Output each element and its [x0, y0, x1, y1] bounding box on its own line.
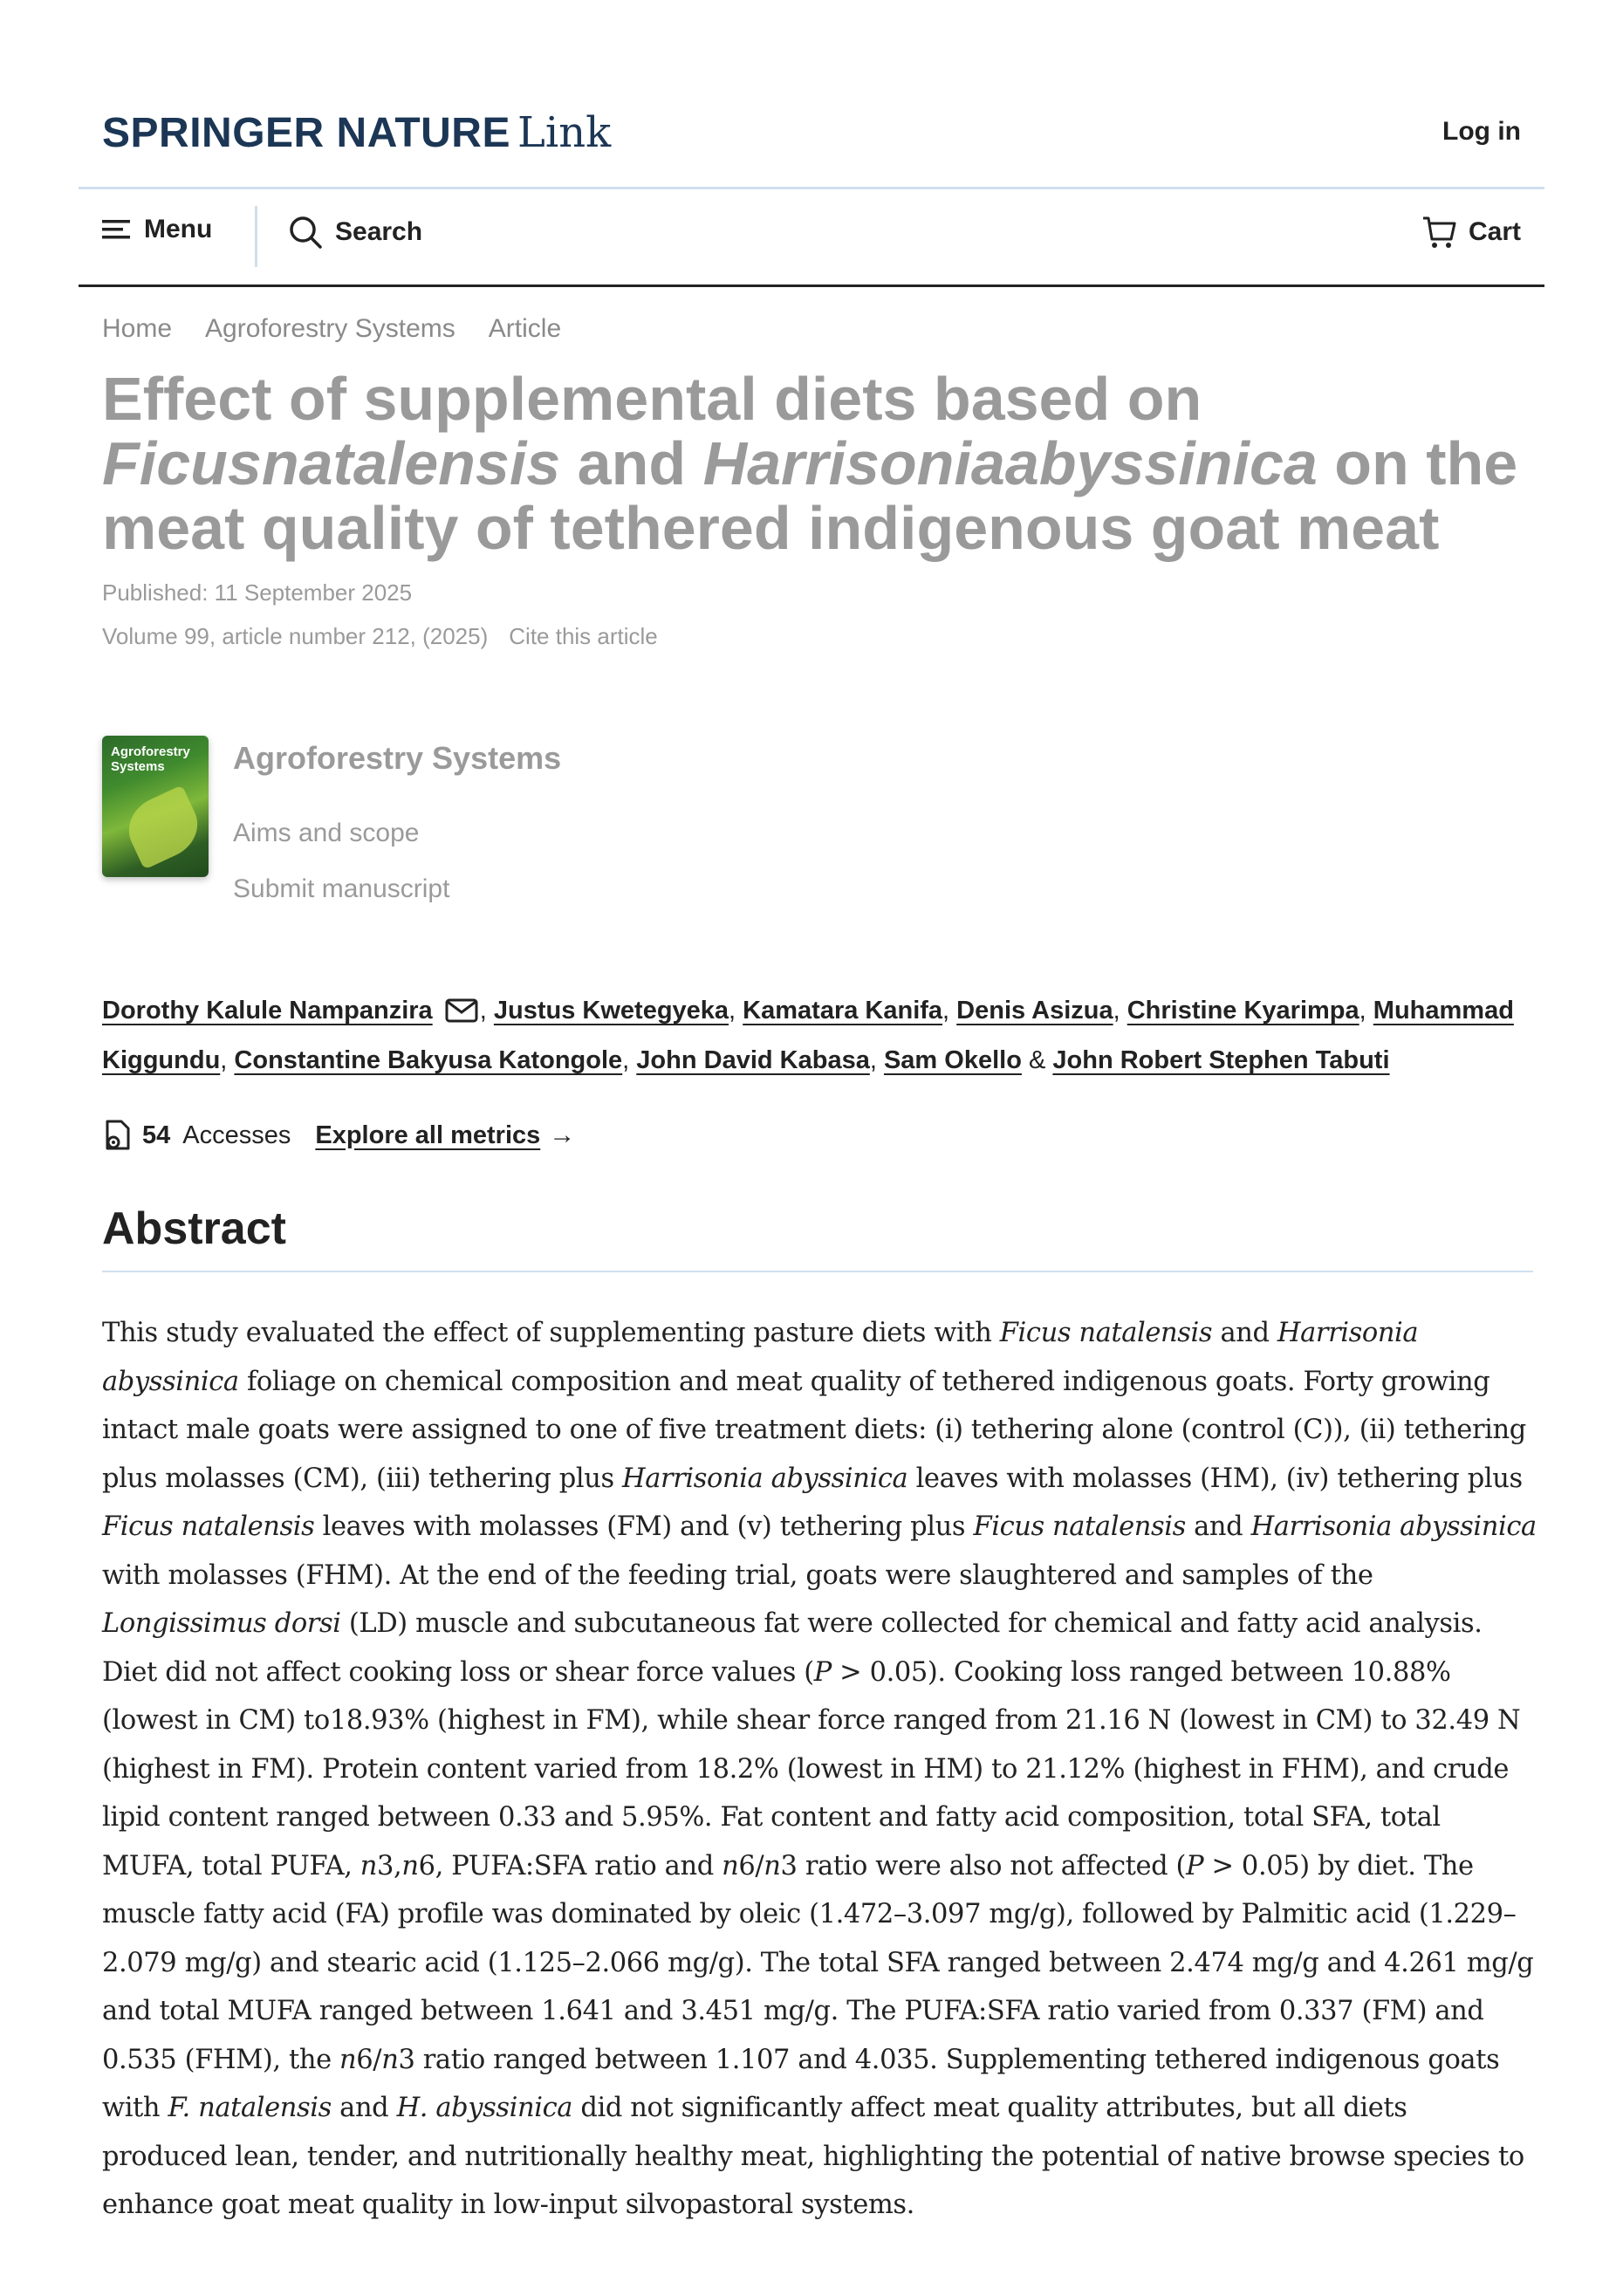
- cart-label: Cart: [1468, 217, 1521, 246]
- abstract-italic-term: Ficus natalensis: [999, 1318, 1213, 1348]
- abstract-text-part: 6/: [738, 1850, 764, 1881]
- abstract-italic-term: Longissimus dorsi: [102, 1608, 341, 1639]
- breadcrumb-journal[interactable]: Agroforestry Systems: [205, 314, 455, 343]
- abstract-text-part: 3 ratio were also not affected (: [780, 1850, 1187, 1881]
- accesses-count: 54: [142, 1121, 171, 1149]
- title-part: on the meat quality of tethered indigenous goat meat: [102, 429, 1518, 562]
- explore-metrics-link[interactable]: Explore all metrics: [315, 1121, 541, 1149]
- abstract-text-part: and: [331, 2093, 397, 2123]
- cite-link[interactable]: Cite this article: [509, 623, 658, 649]
- author-link[interactable]: Dorothy Kalule Nampanzira: [102, 997, 433, 1025]
- abstract-text-part: 6/: [356, 2044, 382, 2075]
- abstract-text-part: 3,: [377, 1850, 402, 1881]
- title-part: Effect of supplemental diets based on: [102, 365, 1202, 433]
- submit-manuscript-link[interactable]: Submit manuscript: [233, 874, 450, 903]
- title-part: and: [560, 429, 703, 497]
- search-label: Search: [335, 217, 423, 246]
- menu-label: Menu: [144, 215, 213, 243]
- abstract-italic-term: Harrisonia abyssinica: [622, 1463, 908, 1494]
- abstract-italic-term: Harrisonia abyssinica: [102, 1318, 1419, 1397]
- abstract-text-part: 3 ratio ranged between 1.107 and 4.035. Supplementing tethered indigenous goats with: [102, 2044, 1500, 2123]
- abstract-italic-term: n: [339, 2044, 357, 2075]
- abstract-text-part: and: [1212, 1318, 1277, 1348]
- volume-info: [102, 623, 658, 650]
- journal-name-link[interactable]: Agroforestry Systems: [233, 740, 562, 776]
- breadcrumb-article[interactable]: Article: [488, 314, 562, 343]
- mail-icon[interactable]: [445, 998, 478, 1023]
- abstract-italic-term: n: [722, 1850, 739, 1881]
- abstract-italic-term: Ficus natalensis: [973, 1511, 1186, 1542]
- abstract-italic-term: n: [764, 1850, 781, 1881]
- abstract-italic-term: H. abyssinica: [396, 2093, 573, 2123]
- author-list: Dorothy Kalule Nampanzira , Justus Kwetegyeka, Kamatara Kanifa, Denis Asizua, Christine Kyarimpa, Muhammad Kiggundu, Constantine Bakyusa Katongole, John David Kabasa, Sam Okello & John Robert Stephen Tabuti: [102, 997, 1514, 1074]
- author-link[interactable]: Justus Kwetegyeka: [493, 997, 729, 1025]
- abstract-text-part: This study evaluated the effect of supplementing pasture diets with: [102, 1318, 1000, 1348]
- author-link[interactable]: Kamatara Kanifa: [743, 997, 943, 1025]
- cart-button[interactable]: [1421, 215, 1521, 250]
- cart-icon: [1421, 215, 1456, 250]
- breadcrumb: [102, 314, 594, 344]
- abstract-text: [102, 1309, 1537, 2230]
- springer-nature-link-logo[interactable]: [102, 108, 611, 157]
- abstract-text-part: (LD) muscle and subcutaneous fat were collected for chemical and fatty acid analysis. Diet did not affect cooking loss or shear force values (: [102, 1608, 1483, 1688]
- abstract-heading: Abstract: [102, 1203, 286, 1254]
- abstract-text-part: leaves with molasses (FM) and (v) tethering plus: [314, 1511, 974, 1542]
- abstract-italic-term: Harrisonia abyssinica: [1250, 1511, 1537, 1542]
- nav-divider: [255, 206, 257, 267]
- abstract-italic-term: Ficus natalensis: [102, 1511, 315, 1542]
- menu-button[interactable]: [102, 215, 212, 244]
- author-link[interactable]: John David Kabasa: [636, 1046, 870, 1074]
- abstract-text-part: leaves with molasses (HM), (iv) tethering plus: [907, 1463, 1523, 1494]
- abstract-divider: [102, 1271, 1533, 1272]
- cover-title: Agroforestry Systems: [111, 744, 190, 774]
- accesses-icon: [102, 1119, 134, 1152]
- title-part-italic: Ficusnatalensis: [102, 429, 561, 497]
- author-link[interactable]: Muhammad Kiggundu: [102, 997, 1514, 1074]
- abstract-italic-term: n: [401, 1850, 419, 1881]
- logo-brand: SPRINGER NATURE: [102, 110, 510, 156]
- hamburger-icon: [102, 218, 132, 241]
- article-metrics: [102, 1119, 575, 1152]
- published-date: Published: 11 September 2025: [102, 579, 413, 606]
- abstract-italic-term: F. natalensis: [168, 2093, 332, 2123]
- cover-leaf-graphic: [119, 785, 208, 869]
- abstract-text-part: and: [1185, 1511, 1251, 1542]
- author-link[interactable]: John Robert Stephen Tabuti: [1052, 1046, 1390, 1074]
- abstract-italic-term: P: [1186, 1850, 1204, 1881]
- article-title: [102, 367, 1524, 560]
- abstract-italic-term: n: [381, 2044, 399, 2075]
- breadcrumb-home[interactable]: Home: [102, 314, 173, 343]
- author-link[interactable]: Sam Okello: [883, 1046, 1022, 1074]
- search-icon: [288, 215, 323, 250]
- abstract-italic-term: n: [360, 1850, 378, 1881]
- login-link[interactable]: Log in: [1442, 117, 1521, 146]
- volume-text: Volume 99, article number 212, (2025): [102, 623, 489, 649]
- aims-scope-link[interactable]: Aims and scope: [233, 819, 420, 847]
- abstract-text-part: > 0.05) by diet. The muscle fatty acid (FA) profile was dominated by oleic (1.472–3.097 mg/g), followed by Palmitic acid (1.229–2.079 mg/g) and stearic acid (1.125–2.066 mg/g). The total SFA ranged between 2.474 mg/g and 4.261 mg/g and total MUFA ranged between 1.641 and 3.451 mg/g. The PUFA:SFA ratio varied from 0.337 (FM) and 0.535 (FHM), the: [102, 1850, 1534, 2075]
- abstract-text-part: foliage on chemical composition and meat quality of tethered indigenous goats. Forty growing intact male goats were assigned to one of five treatment diets: (i) tethering alone (control (C)), (ii) tethering plus molasses (CM), (iii) tethering plus: [102, 1366, 1526, 1494]
- main-nav: [79, 188, 1544, 287]
- abstract-text-part: did not significantly affect meat quality attributes, but all diets produced lean, tender, and nutritionally healthy meat, highlighting the potential of native browse species to enhance goat meat quality in low-input silvopastoral systems.: [102, 2093, 1524, 2220]
- arrow-right-icon: →: [549, 1121, 576, 1149]
- site-header: [79, 103, 1544, 189]
- author-link[interactable]: Christine Kyarimpa: [1127, 997, 1359, 1025]
- abstract-text-part: 6, PUFA:SFA ratio and: [418, 1850, 722, 1881]
- search-button[interactable]: [288, 215, 422, 250]
- abstract-text-part: > 0.05). Cooking loss ranged between 10.88% (lowest in CM) to18.93% (highest in FM), while shear force ranged from 21.16 N (lowest in CM) to 32.49 N (highest in FM). Protein content varied from 18.2% (lowest in HM) to 21.12% (highest in FHM), and crude lipid content ranged between 0.33 and 5.95%. Fat content and fatty acid composition, total SFA, total MUFA, total PUFA,: [102, 1656, 1521, 1881]
- abstract-italic-term: P: [813, 1656, 832, 1688]
- accesses-label: Accesses: [182, 1121, 291, 1149]
- logo-product: Link: [517, 108, 612, 157]
- abstract-text-part: with molasses (FHM). At the end of the feeding trial, goats were slaughtered and samples of the: [102, 1559, 1373, 1591]
- author-link[interactable]: Denis Asizua: [956, 997, 1113, 1025]
- author-link[interactable]: Constantine Bakyusa Katongole: [234, 1046, 623, 1074]
- journal-cover-image[interactable]: [102, 736, 209, 877]
- title-part-italic: Harrisoniaabyssinica: [702, 429, 1318, 497]
